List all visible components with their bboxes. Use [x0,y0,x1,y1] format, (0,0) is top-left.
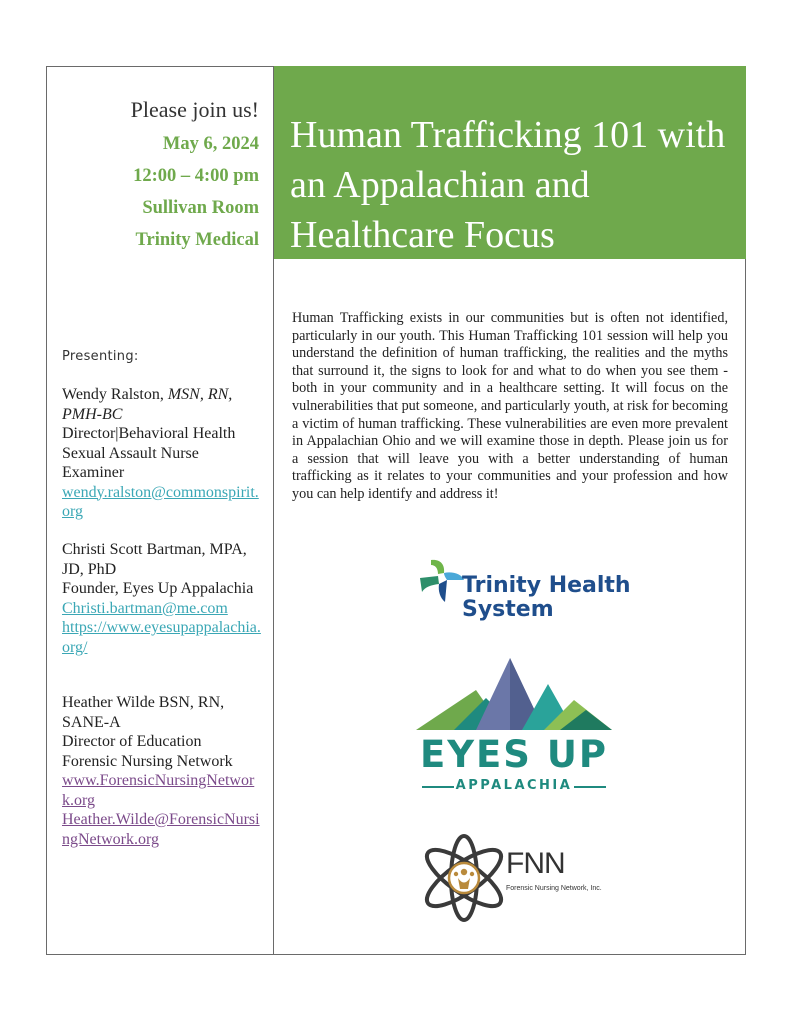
event-room: Sullivan Room [142,198,259,218]
presenter-email-link[interactable]: Christi.bartman@me.com [62,599,228,617]
presenter-email-link[interactable]: Heather.Wilde@ForensicNursingNetwork.org [62,811,260,848]
presenter-website-link[interactable]: https://www.eyesupappalachia.org/ [62,619,261,656]
trinity-logo-text-2: System [462,597,554,622]
event-title: Human Trafficking 101 with an Appalachian and Healthcare Focus [290,114,726,256]
fnn-logo-text: FNN [506,847,565,880]
presenter-2 [62,540,264,657]
event-location: Trinity Medical [135,230,259,250]
event-time: 12:00 – 4:00 pm [133,166,259,186]
invite-text: Please join us! [130,97,259,122]
presenter-title: Director|Behavioral Health [62,425,236,442]
trinity-logo-text-1: Trinity Health [462,573,631,598]
presenter-website-link[interactable]: www.ForensicNursingNetwork.org [62,772,255,809]
trinity-cross-icon [418,558,466,606]
appalachia-logo-text: APPALACHIA [455,778,573,793]
presenter-title: Sexual Assault Nurse Examiner [62,444,199,481]
presenter-title: Founder, Eyes Up Appalachia [62,580,254,597]
presenter-title: Director of Education [62,733,202,750]
presenter-name: Heather Wilde BSN, RN, SANE-A [62,694,225,731]
presenting-label: Presenting: [62,349,139,364]
presenter-organization: Forensic Nursing Network [62,752,233,770]
presenter-3 [62,693,264,849]
event-date: May 6, 2024 [162,134,259,154]
presenter-1 [62,385,264,522]
presenter-email-link[interactable]: wendy.ralston@commonspirit.org [62,483,259,520]
fnn-full-name: Forensic Nursing Network, Inc. [506,885,602,892]
logo-rule-right [574,786,606,788]
eyes-up-logo-text: EYES UP [419,733,609,776]
mountains-icon [414,656,614,734]
event-description: Human Trafficking exists in our communities but is often not identified, particularly in our youth. This Human Trafficking 101 session will help you understand the definition of human trafficking, the realities and the myths that surround it, the signs to look for and what to do when you see them - both in your community and in a healthcare setting. It will focus on the vulnerabilities that put someone, and particularly youth, at risk for becoming a victim of human trafficking. These vulnerabilities are even more prevalent in Appalachian Ohio and we will examine those in depth. Please join us for a session that will leave you with a better understanding of human trafficking as it relates to your communities and your profession and how you can help identify and address it! [292,310,728,502]
presenter-name: Wendy Ralston, [62,386,164,403]
forensic-nursing-network-logo [414,832,624,924]
title-banner [274,66,746,259]
event-info [60,96,259,256]
presenter-name: Christi Scott Bartman, MPA, JD, PhD [62,541,247,578]
eyes-up-appalachia-logo [414,656,614,798]
presenter-credentials: MSN, RN, PMH-BC [62,386,233,423]
fnn-emblem-icon [414,832,514,924]
trinity-health-logo [418,552,633,630]
